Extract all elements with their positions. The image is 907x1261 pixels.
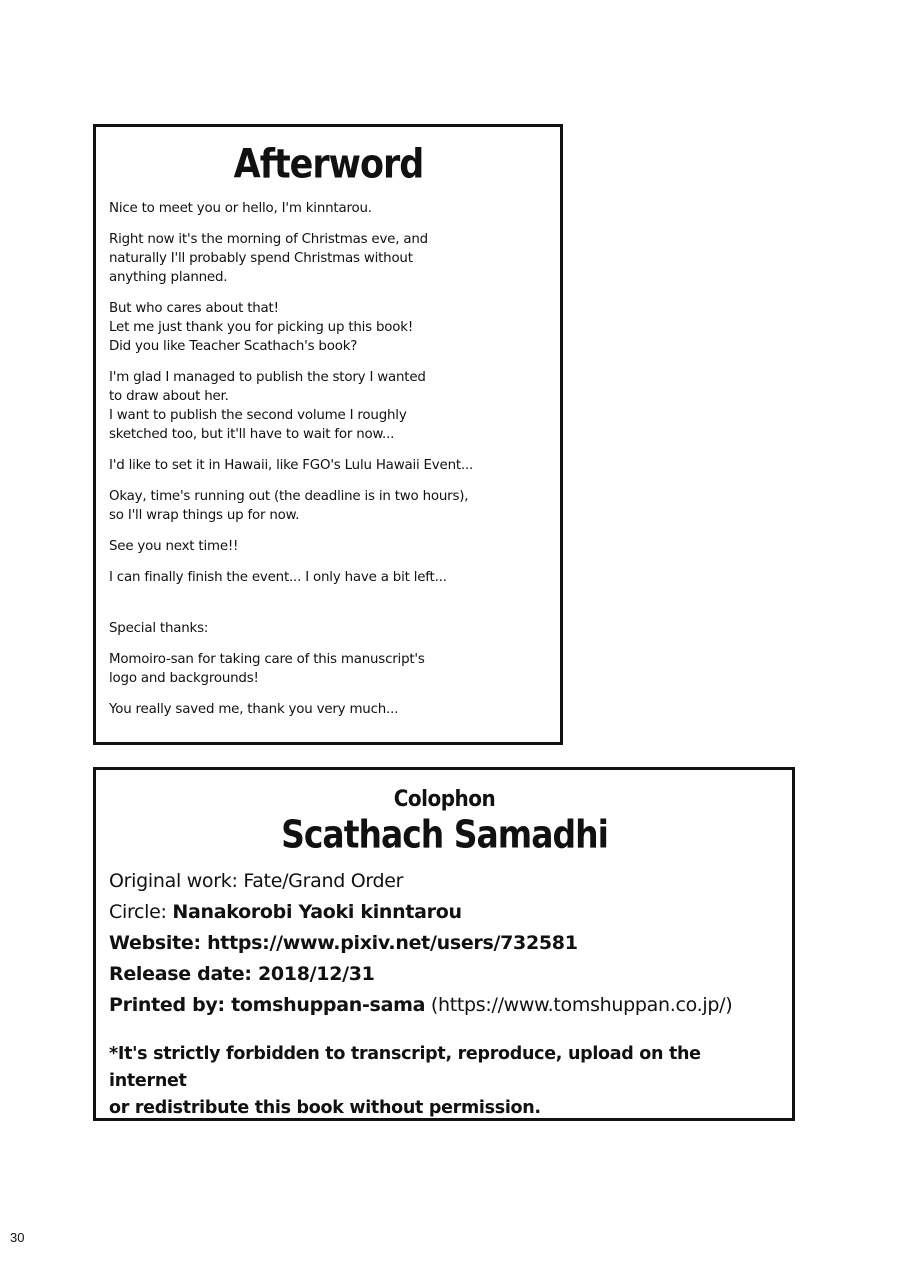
row-label: Circle: (109, 901, 173, 923)
page-number: 30 (10, 1230, 25, 1245)
spacer (109, 599, 548, 619)
afterword-paragraph: I'm glad I managed to publish the story I wanted to draw about her. I want to publish the second volume I roughly sketched too, but it'll have to wait for now... (109, 370, 426, 442)
printer-url: (https://www.tomshuppan.co.jp/) (425, 994, 733, 1016)
colophon-heading: Colophon (393, 784, 496, 812)
row-value: Nanakorobi Yaoki kinntarou (172, 901, 462, 923)
colophon-panel (93, 767, 795, 1121)
afterword-paragraph: See you next time!! (109, 539, 239, 554)
afterword-paragraph: You really saved me, thank you very much... (109, 702, 399, 717)
special-thanks-heading: Special thanks: (109, 621, 209, 636)
row-label: Original work: (109, 870, 244, 892)
afterword-paragraph: But who cares about that! Let me just thank you for picking up this book! Did you like Teacher Scathach's book? (109, 301, 414, 354)
afterword-paragraph: I'd like to set it in Hawaii, like FGO's Lulu Hawaii Event... (109, 458, 474, 473)
row-label: Website: (109, 932, 208, 954)
afterword-paragraph: Right now it's the morning of Christmas eve, and naturally I'll probably spend Christmas without anything planned. (109, 232, 428, 285)
book-title: Scathach Samadhi (281, 812, 608, 857)
row-label: Printed by: (109, 994, 232, 1016)
release-date-row (109, 959, 780, 990)
afterword-panel (93, 124, 563, 745)
copyright-notice: *It's strictly forbidden to transcript, reproduce, upload on the internet or redistribute this book without permission. (109, 1044, 701, 1118)
row-value: Fate/Grand Order (243, 870, 404, 892)
row-label: Release date: (109, 963, 258, 985)
afterword-paragraph: Okay, time's running out (the deadline is in two hours), so I'll wrap things up for now. (109, 489, 469, 523)
afterword-paragraph: I can finally finish the event... I only have a bit left... (109, 570, 447, 585)
original-work-row (109, 866, 780, 897)
row-value: 2018/12/31 (257, 963, 375, 985)
circle-row (109, 897, 780, 928)
afterword-paragraph: Momoiro-san for taking care of this manuscript's logo and backgrounds! (109, 652, 425, 686)
row-value: tomshuppan-sama (231, 994, 426, 1016)
website-url: https://www.pixiv.net/users/732581 (207, 932, 578, 954)
afterword-title: Afterword (233, 142, 424, 188)
website-row (109, 928, 780, 959)
afterword-paragraph: Nice to meet you or hello, I'm kinntarou. (109, 201, 372, 216)
printed-by-row (109, 990, 780, 1021)
